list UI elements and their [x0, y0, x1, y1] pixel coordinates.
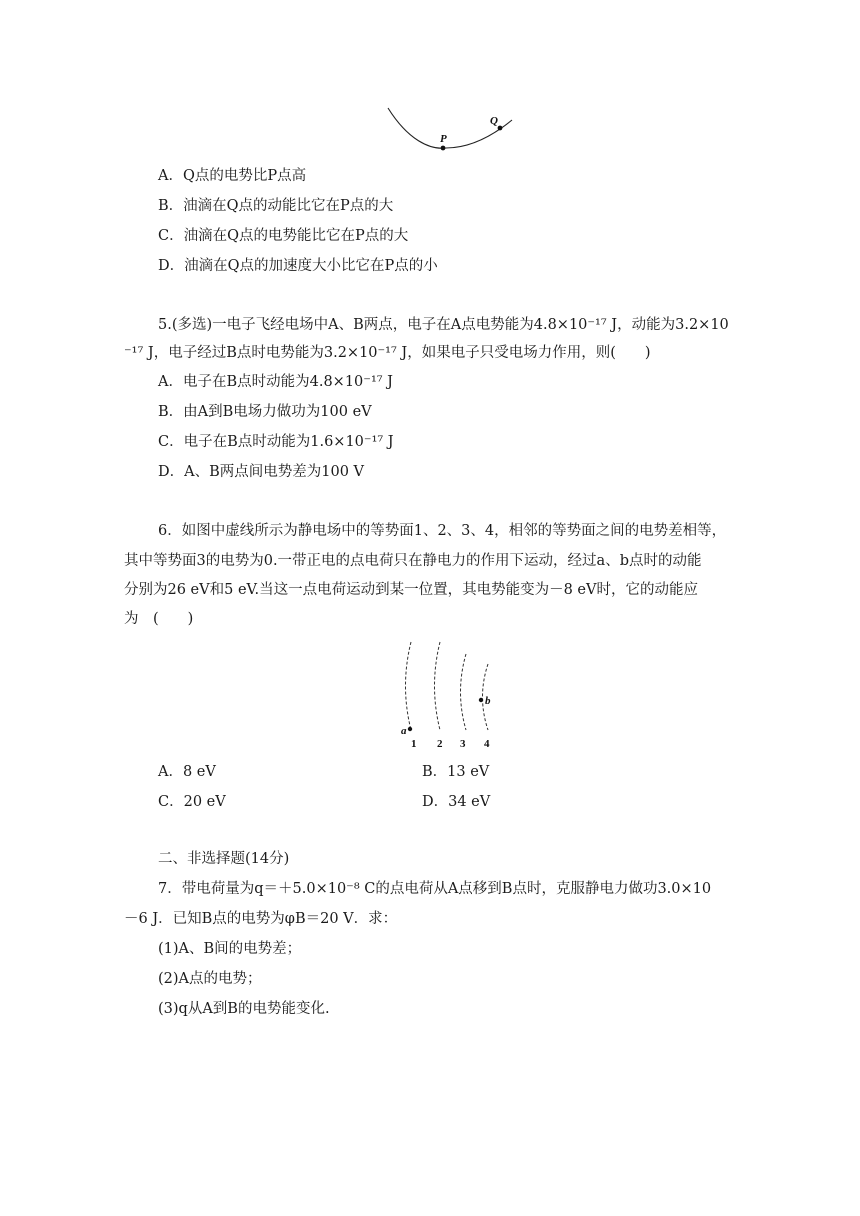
- point-p: [441, 146, 446, 151]
- surface-label-1: 1: [411, 738, 417, 750]
- q6-option-a: A．8 eV: [158, 764, 216, 780]
- q5-option-d: D．A、B两点间电势差为100 V: [158, 464, 365, 480]
- q4-option-a: A．Q点的电势比P点高: [158, 168, 307, 184]
- q7-stem-line2: －6 J．已知B点的电势为φB＝20 V．求：: [124, 911, 398, 927]
- equipotential-figure: [396, 636, 508, 752]
- q6-stem-line1: 6．如图中虚线所示为静电场中的等势面1、2、3、4，相邻的等势面之间的电势差相等，: [158, 523, 727, 539]
- q6-option-c: C．20 eV: [158, 794, 226, 810]
- label-q: Q: [490, 115, 498, 127]
- point-b: [479, 698, 483, 702]
- q7-part-3: (3)q从A到B的电势能变化.: [158, 1001, 330, 1017]
- q6-option-b: B．13 eV: [422, 764, 490, 780]
- trajectory-figure: [380, 102, 520, 158]
- q7-part-2: (2)A点的电势；: [158, 971, 262, 987]
- equipotential-surface-3: [461, 654, 467, 730]
- q7-part-1: (1)A、B间的电势差；: [158, 941, 302, 957]
- q4-option-d: D．油滴在Q点的加速度大小比它在P点的小: [158, 258, 438, 274]
- equipotential-surface-2: [435, 642, 441, 730]
- q5-option-b: B．由A到B电场力做功为100 eV: [158, 404, 372, 420]
- q5-option-a: A．电子在B点时动能为4.8×10⁻¹⁷ J: [158, 374, 393, 390]
- equipotential-surface-1: [406, 642, 412, 730]
- q6-stem-line3: 分别为26 eV和5 eV.当这一点电荷运动到某一位置，其电势能变为－8 eV时，它的动能应: [124, 582, 698, 598]
- q6-stem-line4: 为 ( ): [124, 611, 194, 627]
- label-b: b: [485, 695, 491, 707]
- point-q: [498, 126, 503, 131]
- q7-stem-line1: 7．带电荷量为q＝＋5.0×10⁻⁸ C的点电荷从A点移到B点时，克服静电力做功3.0×10: [158, 881, 712, 897]
- q6-stem-line2: 其中等势面3的电势为0.一带正电的点电荷只在静电力的作用下运动，经过a、b点时的动能: [124, 553, 702, 569]
- surface-label-4: 4: [484, 738, 490, 750]
- q4-option-c: C．油滴在Q点的电势能比它在P点的大: [158, 228, 409, 244]
- label-p: P: [440, 133, 447, 145]
- q5-option-c: C．电子在B点时动能为1.6×10⁻¹⁷ J: [158, 434, 394, 450]
- q5-stem-line1: 5.(多选)一电子飞经电场中A、B两点，电子在A点电势能为4.8×10⁻¹⁷ J，动能为3.2×10: [158, 317, 729, 333]
- q4-option-b: B．油滴在Q点的动能比它在P点的大: [158, 198, 394, 214]
- section2-heading: 二、非选择题(14分): [158, 851, 290, 867]
- q6-option-d: D．34 eV: [422, 794, 491, 810]
- label-a: a: [401, 725, 407, 737]
- surface-label-3: 3: [460, 738, 466, 750]
- q5-stem-line2: ⁻¹⁷ J，电子经过B点时电势能为3.2×10⁻¹⁷ J，如果电子只受电场力作用，则( ): [124, 345, 651, 361]
- point-a: [408, 727, 412, 731]
- surface-label-2: 2: [437, 738, 443, 750]
